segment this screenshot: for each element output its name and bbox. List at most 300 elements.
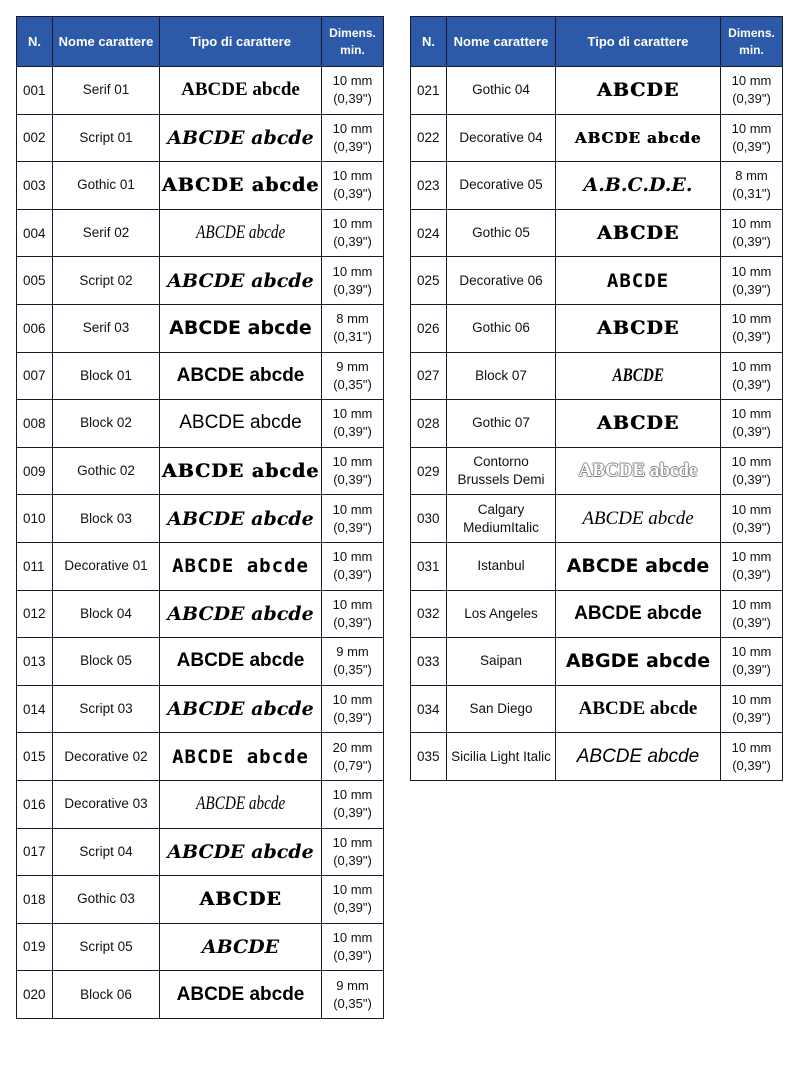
row-number-cell [411, 733, 447, 781]
row-number: 003 [23, 177, 46, 193]
header-type: Tipo di carattere [556, 17, 721, 67]
font-sample: ABCDE abcde [574, 128, 702, 147]
font-name: San Diego [469, 701, 533, 717]
table-row [17, 542, 384, 590]
min-size-cell [721, 162, 783, 210]
font-name: Gothic 06 [472, 320, 530, 336]
font-name-cell [53, 733, 160, 781]
row-number: 035 [417, 749, 440, 765]
row-number-cell [411, 495, 447, 543]
table-row [17, 733, 384, 781]
font-name-cell [53, 257, 160, 305]
table-row [411, 733, 783, 781]
row-number-cell [17, 352, 53, 400]
table-header [411, 17, 783, 67]
font-name: Gothic 02 [77, 463, 135, 479]
min-size-cell [721, 495, 783, 543]
font-sample: ABCDE [596, 79, 680, 102]
min-size-cell [322, 780, 384, 828]
row-number-cell [411, 447, 447, 495]
font-sample: ABCDE abcde [167, 602, 314, 625]
font-name-cell [447, 400, 556, 448]
font-name-cell [447, 304, 556, 352]
font-name: Block 02 [80, 415, 132, 431]
font-name-cell [53, 400, 160, 448]
row-number: 010 [23, 511, 46, 527]
min-size-cell [322, 352, 384, 400]
row-number-cell [411, 304, 447, 352]
min-size: 9 mm (0,35") [333, 977, 372, 1011]
font-name-cell [53, 304, 160, 352]
min-size: 8 mm (0,31") [732, 168, 771, 202]
font-name: Decorative 06 [459, 272, 543, 288]
font-name: Contorno Brussels Demi [457, 454, 545, 488]
font-name-cell [53, 923, 160, 971]
font-name: Gothic 05 [472, 225, 530, 241]
min-size: 10 mm (0,39") [731, 311, 772, 345]
table-row [411, 67, 783, 115]
row-number: 007 [23, 368, 46, 384]
table-row [17, 876, 384, 924]
font-name: Script 01 [79, 129, 133, 145]
row-number-cell [17, 304, 53, 352]
font-name-cell [53, 542, 160, 590]
font-sample-cell [160, 638, 322, 686]
font-sample-cell [160, 495, 322, 543]
min-size: 10 mm (0,39") [332, 929, 373, 963]
font-sample: ABCDE [201, 935, 280, 958]
table-row [411, 352, 783, 400]
row-number: 017 [23, 844, 46, 860]
font-sample: ABCDE abcde [167, 269, 314, 292]
row-number: 012 [23, 606, 46, 622]
min-size-cell [322, 828, 384, 876]
font-sample: ABCDE abcde [167, 840, 314, 863]
row-number-cell [17, 67, 53, 115]
font-name-cell [447, 638, 556, 686]
font-name-cell [447, 67, 556, 115]
font-sample: ABCDE abcde [176, 983, 305, 1005]
table-row [17, 638, 384, 686]
font-sample-cell [160, 828, 322, 876]
table-row [17, 447, 384, 495]
min-size-cell [721, 638, 783, 686]
row-number: 031 [417, 558, 440, 574]
row-number: 011 [23, 558, 45, 574]
font-sample-cell [556, 257, 721, 305]
font-name-cell [447, 162, 556, 210]
table-row [411, 257, 783, 305]
font-sample: ABCDE [199, 888, 282, 911]
min-size: 8 mm (0,31") [333, 311, 372, 345]
font-name: Script 02 [79, 272, 133, 288]
font-sample: ABCDE abcde [167, 507, 314, 530]
font-name: Sicilia Light Italic [451, 748, 551, 764]
min-size: 10 mm (0,39") [731, 549, 772, 583]
font-sample-cell [160, 162, 322, 210]
row-number-cell [17, 257, 53, 305]
font-sample: ABCDE abcde [582, 507, 694, 529]
min-size-cell [721, 542, 783, 590]
row-number: 004 [23, 225, 46, 241]
min-size-cell [322, 67, 384, 115]
row-number: 023 [417, 177, 440, 193]
font-name-cell [53, 590, 160, 638]
row-number-cell [17, 114, 53, 162]
font-sample: ABCDE abcde [161, 174, 320, 197]
min-size-cell [721, 590, 783, 638]
font-sample-cell [556, 638, 721, 686]
min-size: 10 mm (0,39") [731, 501, 772, 535]
font-sample-cell [556, 162, 721, 210]
font-sample-cell [160, 590, 322, 638]
row-number-cell [17, 447, 53, 495]
header-num: N. [17, 17, 53, 67]
font-sample-cell [556, 209, 721, 257]
table-row [17, 495, 384, 543]
font-name-cell [53, 971, 160, 1019]
table-row [17, 257, 384, 305]
row-number-cell [17, 971, 53, 1019]
min-size-cell [721, 209, 783, 257]
font-name-cell [53, 828, 160, 876]
row-number-cell [17, 876, 53, 924]
row-number-cell [411, 67, 447, 115]
font-name: Gothic 01 [77, 177, 135, 193]
min-size-cell [721, 685, 783, 733]
font-sample-cell [556, 685, 721, 733]
font-name-cell [53, 685, 160, 733]
min-size: 10 mm (0,39") [731, 216, 772, 250]
font-sample-cell [160, 447, 322, 495]
table-row [17, 67, 384, 115]
font-name-cell [447, 590, 556, 638]
row-number-cell [411, 352, 447, 400]
row-number-cell [411, 542, 447, 590]
min-size: 10 mm (0,39") [332, 263, 373, 297]
font-name: Block 01 [80, 367, 132, 383]
row-number: 020 [23, 987, 46, 1003]
min-size: 10 mm (0,39") [332, 787, 373, 821]
font-name: Decorative 02 [64, 748, 148, 764]
min-size-cell [322, 685, 384, 733]
row-number-cell [17, 542, 53, 590]
font-sample: ABCDE abcde [576, 745, 700, 767]
row-number-cell [17, 733, 53, 781]
row-number: 030 [417, 511, 440, 527]
min-size-cell [322, 971, 384, 1019]
min-size-cell [721, 257, 783, 305]
font-sample: ABCDE [596, 317, 680, 340]
row-number: 029 [417, 463, 440, 479]
table-row [17, 685, 384, 733]
table-row [17, 352, 384, 400]
font-sample-cell [160, 67, 322, 115]
min-size-cell [721, 400, 783, 448]
table-row [17, 304, 384, 352]
font-sample: ABCDE abcde [167, 126, 314, 149]
min-size-cell [322, 447, 384, 495]
header-name: Nome carattere [447, 17, 556, 67]
row-number: 018 [23, 891, 46, 907]
row-number: 006 [23, 320, 46, 336]
row-number: 033 [417, 653, 440, 669]
font-name: Decorative 03 [64, 796, 148, 812]
font-name-cell [447, 542, 556, 590]
table-row [17, 923, 384, 971]
min-size: 10 mm (0,39") [731, 454, 772, 488]
row-number: 034 [417, 701, 440, 717]
min-size: 10 mm (0,39") [332, 834, 373, 868]
font-name: Decorative 04 [459, 129, 543, 145]
min-size: 10 mm (0,39") [332, 454, 373, 488]
font-name: Istanbul [477, 558, 525, 574]
font-sample: ABCDE abcde [172, 555, 309, 578]
header-num: N. [411, 17, 447, 67]
font-sample-cell [556, 733, 721, 781]
font-sample: ABCDE abcde [179, 412, 302, 434]
min-size-cell [322, 400, 384, 448]
font-name: Serif 03 [82, 320, 130, 336]
row-number-cell [17, 780, 53, 828]
font-name: Block 06 [80, 986, 132, 1002]
font-sample: ABCDE abcde [176, 650, 305, 672]
font-sample-cell [556, 447, 721, 495]
font-sample-cell [556, 590, 721, 638]
font-sample: ABCDE abcde [181, 79, 300, 101]
min-size-cell [721, 352, 783, 400]
min-size: 10 mm (0,39") [731, 644, 772, 678]
font-name-cell [447, 447, 556, 495]
row-number-cell [17, 495, 53, 543]
row-number-cell [17, 685, 53, 733]
font-name-cell [53, 638, 160, 686]
min-size-cell [322, 257, 384, 305]
font-sample-cell [160, 923, 322, 971]
row-number: 028 [417, 415, 440, 431]
min-size-cell [322, 304, 384, 352]
table-row [411, 400, 783, 448]
font-name-cell [53, 67, 160, 115]
min-size: 10 mm (0,39") [731, 73, 772, 107]
font-sample-cell [160, 209, 322, 257]
font-name-cell [53, 447, 160, 495]
header-type: Tipo di carattere [160, 17, 322, 67]
table-row [411, 638, 783, 686]
font-name: Block 03 [80, 510, 132, 526]
min-size: 10 mm (0,39") [332, 692, 373, 726]
row-number: 027 [417, 368, 440, 384]
min-size: 10 mm (0,39") [731, 120, 772, 154]
min-size-cell [322, 733, 384, 781]
table-row [17, 400, 384, 448]
row-number-cell [17, 400, 53, 448]
font-sample-cell [160, 876, 322, 924]
min-size: 10 mm (0,39") [332, 549, 373, 583]
font-sample-cell [160, 400, 322, 448]
min-size-cell [721, 67, 783, 115]
font-name: Gothic 03 [77, 891, 135, 907]
font-sample-cell [556, 114, 721, 162]
font-sample: ABCDE abcde [195, 222, 286, 244]
row-number: 032 [417, 606, 440, 622]
min-size-cell [322, 638, 384, 686]
min-size: 9 mm (0,35") [333, 644, 372, 678]
font-sample: ABCDE abcde [161, 460, 320, 483]
row-number-cell [411, 400, 447, 448]
font-sample-cell [160, 304, 322, 352]
row-number-cell [17, 590, 53, 638]
row-number: 013 [23, 653, 46, 669]
font-sample: ABCDE [612, 364, 664, 386]
font-sample-cell [556, 495, 721, 543]
font-name-cell [447, 495, 556, 543]
min-size-cell [322, 209, 384, 257]
min-size: 10 mm (0,39") [731, 739, 772, 773]
font-sample: ABCDE abcde [169, 317, 312, 340]
min-size: 10 mm (0,39") [731, 406, 772, 440]
table-row [411, 495, 783, 543]
min-size: 20 mm (0,79") [332, 739, 373, 773]
table-row [411, 590, 783, 638]
row-number-cell [411, 685, 447, 733]
min-size-cell [721, 304, 783, 352]
min-size: 9 mm (0,35") [333, 358, 372, 392]
font-name-cell [53, 352, 160, 400]
row-number-cell [17, 638, 53, 686]
font-sample: ABCDE abcde [578, 460, 698, 482]
min-size-cell [322, 495, 384, 543]
font-name-cell [447, 257, 556, 305]
row-number: 015 [23, 749, 46, 765]
table-row [411, 304, 783, 352]
min-size-cell [721, 114, 783, 162]
table-row [411, 162, 783, 210]
font-name-cell [447, 733, 556, 781]
row-number: 008 [23, 415, 46, 431]
row-number: 001 [23, 82, 46, 98]
font-name-cell [447, 209, 556, 257]
table-row [411, 114, 783, 162]
min-size: 10 mm (0,39") [731, 263, 772, 297]
font-sample: ABGDE abcde [565, 650, 711, 673]
font-name: Decorative 01 [64, 558, 148, 574]
min-size-cell [322, 923, 384, 971]
font-name-cell [447, 685, 556, 733]
font-sample-cell [556, 542, 721, 590]
table-row [17, 971, 384, 1019]
min-size-cell [721, 447, 783, 495]
row-number-cell [411, 114, 447, 162]
font-name: Gothic 04 [472, 82, 530, 98]
table-row [17, 162, 384, 210]
row-number: 002 [23, 130, 46, 146]
font-name: Script 05 [79, 938, 133, 954]
font-sample-cell [160, 971, 322, 1019]
min-size-cell [322, 114, 384, 162]
row-number: 019 [23, 939, 46, 955]
font-sample: ABCDE abcde [574, 602, 702, 624]
row-number: 026 [417, 320, 440, 336]
header-dim: Dimens. min. [322, 17, 384, 67]
min-size: 10 mm (0,39") [731, 358, 772, 392]
font-sample: ABCDE abcde [195, 793, 286, 815]
font-sample-cell [160, 114, 322, 162]
font-name-cell [447, 114, 556, 162]
font-sample: ABCDE [596, 412, 680, 435]
font-sample: ABCDE abcde [176, 364, 305, 386]
row-number: 016 [23, 796, 46, 812]
font-name-cell [53, 114, 160, 162]
row-number-cell [17, 162, 53, 210]
min-size: 10 mm (0,39") [332, 882, 373, 916]
font-sample-cell [556, 67, 721, 115]
font-name-cell [447, 352, 556, 400]
font-sample: ABCDE abcde [566, 555, 710, 578]
font-sample: A.B.C.D.E. [583, 174, 693, 197]
font-sample-cell [556, 304, 721, 352]
table-header [17, 17, 384, 67]
row-number-cell [17, 923, 53, 971]
font-name-cell [53, 876, 160, 924]
font-name: Script 03 [79, 701, 133, 717]
row-number-cell [411, 590, 447, 638]
font-sample: ABCDE abcde [172, 745, 309, 768]
font-table-right [410, 16, 783, 781]
font-sample: ABCDE abcde [167, 698, 314, 721]
table-row [411, 685, 783, 733]
font-sample: ABCDE abcde [578, 698, 698, 720]
font-name: Los Angeles [464, 605, 538, 621]
font-sample-cell [160, 685, 322, 733]
font-sample-cell [556, 400, 721, 448]
min-size: 10 mm (0,39") [731, 692, 772, 726]
row-number-cell [411, 209, 447, 257]
font-sample: ABCDE [606, 269, 670, 292]
table-row [17, 114, 384, 162]
row-number: 021 [417, 82, 440, 98]
min-size: 10 mm (0,39") [332, 216, 373, 250]
table-row [17, 590, 384, 638]
min-size-cell [322, 876, 384, 924]
row-number: 005 [23, 273, 46, 289]
min-size-cell [322, 162, 384, 210]
font-name: Block 07 [475, 367, 527, 383]
table-row [17, 780, 384, 828]
font-sample-cell [556, 352, 721, 400]
min-size-cell [721, 733, 783, 781]
table-row [411, 447, 783, 495]
font-name-cell [53, 209, 160, 257]
min-size: 10 mm (0,39") [332, 120, 373, 154]
header-name: Nome carattere [53, 17, 160, 67]
font-name-cell [53, 780, 160, 828]
row-number: 022 [417, 130, 440, 146]
row-number-cell [411, 162, 447, 210]
row-number-cell [411, 638, 447, 686]
font-name: Block 05 [80, 653, 132, 669]
table-row [17, 209, 384, 257]
min-size: 10 mm (0,39") [332, 168, 373, 202]
table-row [411, 209, 783, 257]
min-size: 10 mm (0,39") [731, 596, 772, 630]
row-number-cell [17, 209, 53, 257]
font-sample-cell [160, 542, 322, 590]
header-dim: Dimens. min. [721, 17, 783, 67]
font-sample: ABCDE [596, 222, 680, 245]
row-number-cell [17, 828, 53, 876]
font-name: Decorative 05 [459, 177, 543, 193]
